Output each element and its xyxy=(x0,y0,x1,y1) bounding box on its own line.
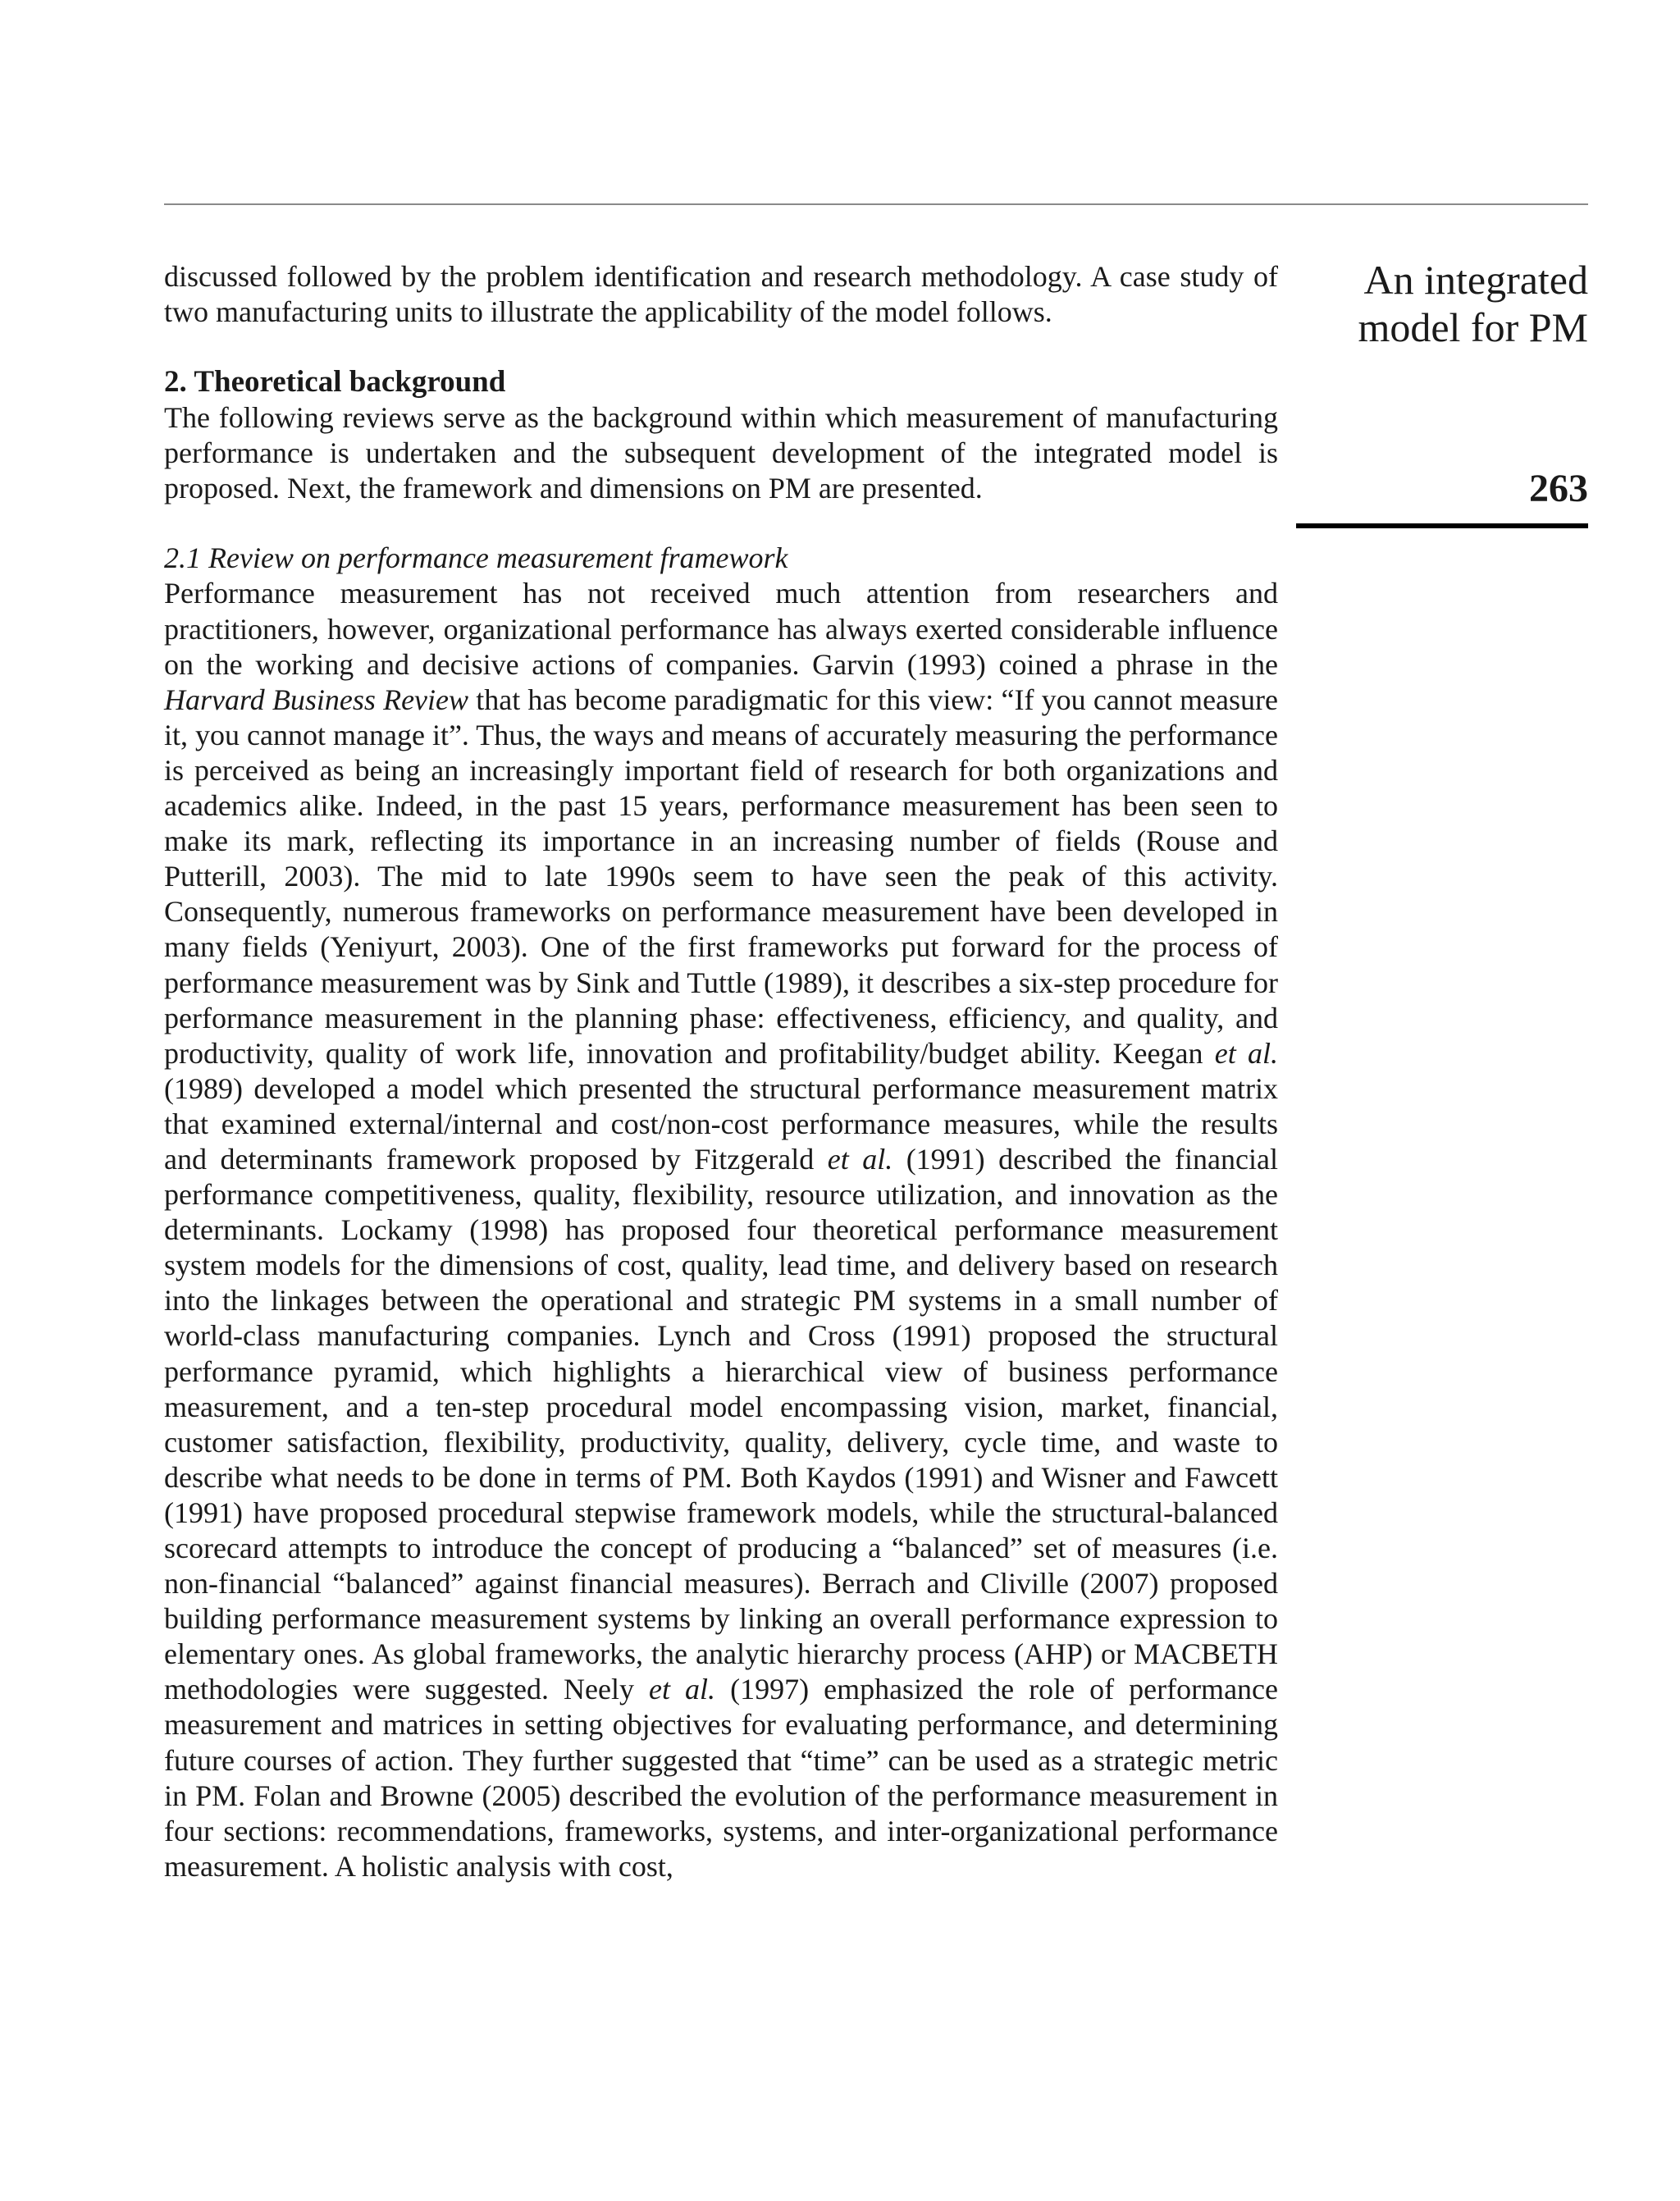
et-al-1: et al. xyxy=(1214,1036,1279,1070)
page-number: 263 xyxy=(1529,467,1588,510)
top-rule xyxy=(164,203,1588,205)
body-text-5: (1997) emphasized the role of performance measurement and matrices in setting objectives for evaluating performance, and determining future courses of action. They further suggested that “time” can be used as a strategic metric in PM. Folan and Browne (2005) described the evolution of the performance measurement in four sections: recommendations, frameworks, systems, and inter-organizational performance measurement. A holistic analysis with cost, xyxy=(164,1673,1278,1883)
journal-title: Harvard Business Review xyxy=(164,683,469,716)
page-number-rule xyxy=(1296,523,1588,528)
et-al-2: et al. xyxy=(827,1142,893,1176)
running-head-line-1: An integrated xyxy=(1363,257,1588,303)
main-text-column xyxy=(164,259,1278,1884)
body-text-2: that has become paradigmatic for this view: “If you cannot measure it, you cannot manage it”. Thus, the ways and means of accurately measuring the performance is perceived as being an increasingly important field of research for both organizations and academics alike. Indeed, in the past 15 years, performance measurement has been seen to make its mark, reflecting its importance in an increasing number of fields (Rouse and Putterill, 2003). The mid to late 1990s seem to have seen the peak of this activity. Consequently, numerous frameworks on performance measurement have been developed in many fields (Yeniyurt, 2003). One of the first frameworks put forward for the process of performance measurement was by Sink and Tuttle (1989), it describes a six-step procedure for performance measurement in the planning phase: effectiveness, efficiency, and quality, and productivity, quality of work life, innovation and profitability/budget ability. Keegan xyxy=(164,683,1278,1070)
body-text-1: Performance measurement has not received much attention from researchers and practitioners, however, organizational performance has always exerted considerable influence on the working and decisive actions of companies. Garvin (1993) coined a phrase in the xyxy=(164,577,1278,681)
subsection-body xyxy=(164,576,1278,1884)
section-heading: 2. Theoretical background xyxy=(164,365,506,400)
et-al-3: et al. xyxy=(649,1673,716,1706)
section-paragraph: The following reviews serve as the background within which measurement of manufacturing performance is undertaken and the subsequent development of the integrated model is proposed. Next, the framework and dimensions on PM are presented. xyxy=(164,401,1278,505)
body-text-4: (1991) described the financial performance competitiveness, quality, flexibility, resource utilization, and innovation as the determinants. Lockamy (1998) has proposed four theoretical performance measurement system models for the dimensions of cost, quality, lead time, and delivery based on research into the linkages between the operational and strategic PM systems in a small number of world-class manufacturing companies. Lynch and Cross (1991) proposed the structural performance pyramid, which highlights a hierarchical view of business performance measurement, and a ten-step procedural model encompassing vision, market, financial, customer satisfaction, flexibility, productivity, quality, delivery, cycle time, and waste to describe what needs to be done in terms of PM. Both Kaydos (1991) and Wisner and Fawcett (1991) have proposed procedural stepwise framework models, while the structural-balanced scorecard attempts to introduce the concept of producing a “balanced” set of measures (i.e. non-financial “balanced” against financial measures). Berrach and Cliville (2007) proposed building performance measurement systems by linking an overall performance expression to elementary ones. As global frameworks, the analytic hierarchy process (AHP) or MACBETH methodologies were suggested. Neely xyxy=(164,1142,1278,1706)
body-text-3: (1989) developed a model which presented the structural performance measurement matrix that examined external/internal and cost/non-cost performance measures, while the results and determinants framework proposed by Fitzgerald xyxy=(164,1071,1278,1176)
running-head-line-2: model for PM xyxy=(1358,304,1588,350)
intro-paragraph: discussed followed by the problem identification and research methodology. A case study of two manufacturing units to illustrate the applicability of the model follows. xyxy=(164,260,1278,329)
subsection-heading: 2.1 Review on performance measurement framework xyxy=(164,541,788,575)
running-head xyxy=(1296,256,1588,351)
